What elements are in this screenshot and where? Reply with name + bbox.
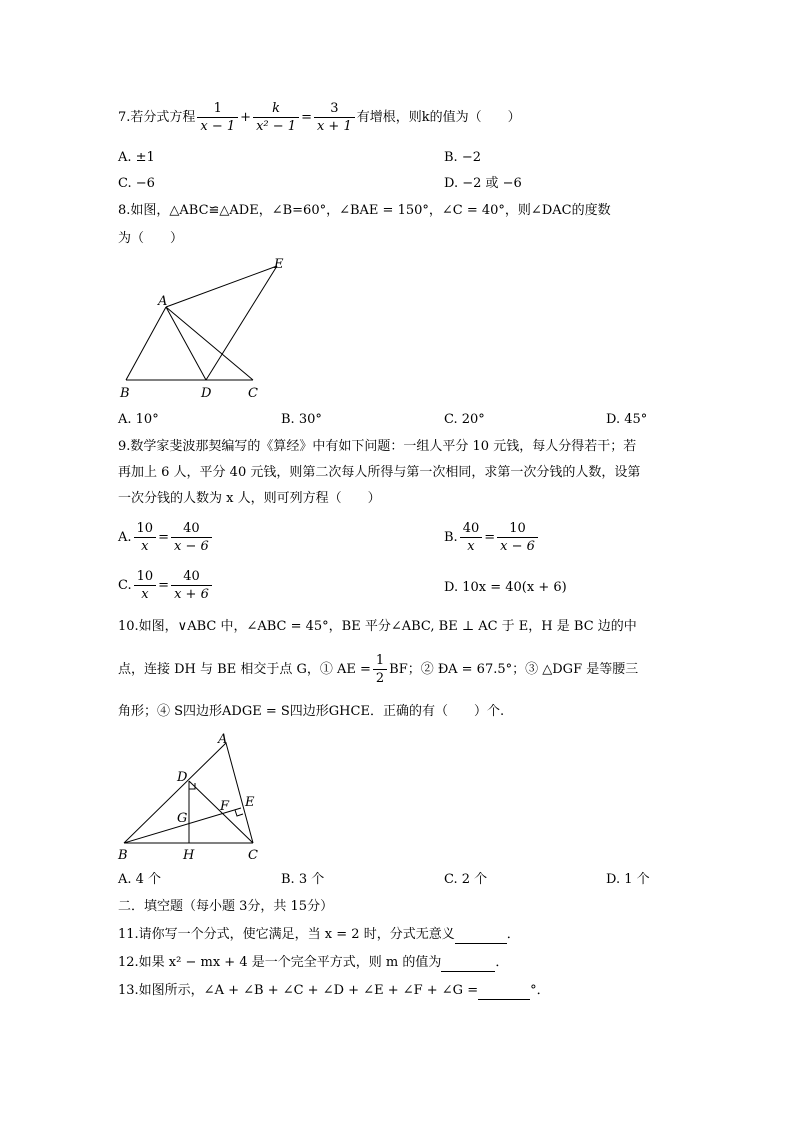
- q9-a-num2: 40: [171, 520, 212, 538]
- q11-line: [118, 927, 520, 944]
- q12-end: ．: [495, 955, 509, 970]
- q9-option-c[interactable]: [118, 568, 214, 603]
- q13-end: °．: [530, 983, 550, 998]
- q11-end: ．: [506, 927, 520, 942]
- q7-option-b[interactable]: B. −2: [444, 150, 481, 165]
- q12-text: 12.如果 x² − mx + 4 是一个完全平方式，则 m 的值为: [118, 955, 442, 970]
- q10-label-c: C: [248, 848, 258, 863]
- q9-b-den2: x − 6: [500, 539, 535, 554]
- q7-option-a[interactable]: A. ±1: [118, 150, 155, 165]
- q10-label-g: G: [177, 811, 188, 826]
- q10-fraction-half: [373, 652, 387, 687]
- q7-plus: +: [240, 110, 252, 125]
- q9-a-fraction-2: [171, 520, 212, 555]
- q8-figure: [110, 252, 310, 404]
- q8-label-c: C: [248, 386, 258, 401]
- q9-b-equals: =: [484, 530, 496, 545]
- q7-stem-prefix: 7.若分式方程: [118, 110, 196, 125]
- q9-stem-line2: 再加上 6 人，平分 40 元钱，则第二次每人所得与第一次相同，求第一次分钱的人数，设第: [118, 465, 641, 480]
- q10-label-f: F: [220, 799, 230, 814]
- q8-stem-line1: 8.如图，△ABC≌△ADE，∠B=60°，∠BAE = 150°，∠C = 40°，则∠DAC的度数: [118, 203, 611, 218]
- q8-option-c[interactable]: C. 20°: [444, 412, 485, 427]
- q9-b-num2: 10: [497, 520, 538, 538]
- q7-f1-denominator: x − 1: [200, 119, 236, 134]
- q10-half-denominator: 2: [375, 671, 385, 686]
- q8-segment-ab: [126, 307, 166, 380]
- q11-answer-blank[interactable]: [455, 927, 507, 944]
- q8-label-b: B: [120, 386, 130, 401]
- q9-c-fraction-1: [134, 568, 157, 603]
- q10-label-e: E: [245, 795, 255, 810]
- q7-fraction-1: [197, 100, 238, 135]
- q10-line2-part-b: BF；② ÐA = 67.5°；③ △DGF 是等腰三: [389, 662, 639, 677]
- q8-option-a[interactable]: A. 10°: [118, 412, 159, 427]
- q7-option-c[interactable]: C. −6: [118, 176, 155, 191]
- q12-line: [118, 955, 508, 972]
- q10-label-a: A: [218, 732, 228, 747]
- q8-label-e: E: [274, 257, 284, 272]
- q9-c-label: C.: [118, 578, 132, 593]
- q10-line2-part-a: 点，连接 DH 与 BE 相交于点 G，① AE =: [118, 662, 371, 677]
- q7-fraction-2: [253, 100, 299, 135]
- q8-stem-line2: 为（ ）: [118, 231, 184, 246]
- q10-stem-line3: 角形；④ S四边形ADGE = S四边形GHCE．正确的有（ ）个.: [118, 704, 505, 719]
- q7-fraction-3: [314, 100, 355, 135]
- q13-answer-blank[interactable]: [478, 983, 530, 1000]
- q8-segment-ae: [166, 266, 277, 307]
- q7-stem-suffix: 有增根，则k的值为（ ）: [356, 110, 521, 125]
- q9-b-den1: x: [467, 539, 475, 554]
- q10-option-a[interactable]: A. 4 个: [118, 872, 162, 887]
- q8-segment-de: [206, 266, 277, 380]
- q13-line: [118, 983, 550, 1000]
- q10-label-b: B: [118, 848, 128, 863]
- q9-b-fraction-1: [460, 520, 483, 555]
- q9-a-equals: =: [158, 530, 169, 545]
- q9-option-a[interactable]: [118, 520, 214, 555]
- q7-option-d[interactable]: D. −2 或 −6: [444, 176, 522, 191]
- q9-option-d[interactable]: D. 10x = 40(x + 6): [444, 580, 567, 595]
- q10-segment-ac: [226, 743, 253, 843]
- q10-right-angle-e: [235, 810, 243, 816]
- q10-option-c[interactable]: C. 2 个: [444, 872, 488, 887]
- q10-stem-line2: [118, 652, 638, 687]
- q13-text: 13.如图所示，∠A + ∠B + ∠C + ∠D + ∠E + ∠F + ∠G =: [118, 983, 479, 998]
- q7-f1-numerator: 1: [197, 100, 238, 118]
- q9-b-fraction-2: [497, 520, 538, 555]
- q8-segment-ad: [166, 307, 206, 380]
- q7-f2-numerator: k: [253, 100, 299, 118]
- q9-a-label: A.: [118, 530, 132, 545]
- q12-answer-blank[interactable]: [441, 955, 495, 972]
- section2-title: 二．填空题（每小题 3分，共 15分）: [118, 899, 334, 914]
- q9-c-num2: 40: [171, 568, 212, 586]
- q9-c-den2: x + 6: [174, 587, 209, 602]
- q7-stem: [118, 100, 521, 135]
- q9-c-den1: x: [141, 587, 149, 602]
- q7-equals: =: [301, 110, 312, 125]
- q9-c-fraction-2: [171, 568, 212, 603]
- q7-f3-numerator: 3: [314, 100, 355, 118]
- q9-stem-line1: 9.数学家斐波那契编写的《算经》中有如下问题：一组人平分 10 元钱，每人分得若干；若: [118, 439, 637, 454]
- q9-b-num1: 40: [460, 520, 483, 538]
- q9-a-den1: x: [141, 539, 149, 554]
- q11-text: 11.请你写一个分式，使它满足，当 x = 2 时，分式无意义: [118, 927, 455, 942]
- q9-c-equals: =: [158, 578, 170, 593]
- q10-stem-line1: 10.如图，∨ABC 中，∠ABC = 45°，BE 平分∠ABC, BE ⊥ AC 于 E，H 是 BC 边的中: [118, 619, 637, 634]
- q10-figure: [110, 728, 280, 868]
- q9-b-label: B.: [444, 530, 458, 545]
- q10-half-numerator: 1: [373, 652, 387, 670]
- q10-option-b[interactable]: B. 3 个: [281, 872, 325, 887]
- q9-option-b[interactable]: [444, 520, 540, 555]
- q8-option-b[interactable]: B. 30°: [281, 412, 322, 427]
- q8-segment-ac: [166, 307, 253, 380]
- q9-stem-line3: 一次分钱的人数为 x 人，则可列方程（ ）: [118, 491, 381, 506]
- q10-label-d: D: [177, 770, 188, 785]
- q9-c-num1: 10: [134, 568, 157, 586]
- q10-option-d[interactable]: D. 1 个: [606, 872, 650, 887]
- q8-label-a: A: [158, 294, 168, 309]
- q7-f3-denominator: x + 1: [316, 119, 352, 134]
- q9-a-fraction-1: [134, 520, 157, 555]
- q9-a-num1: 10: [134, 520, 157, 538]
- q9-a-den2: x − 6: [173, 539, 209, 554]
- q8-label-d: D: [201, 386, 212, 401]
- q10-label-h: H: [183, 848, 195, 863]
- q7-f2-denominator: x² − 1: [256, 119, 297, 134]
- q8-option-d[interactable]: D. 45°: [606, 412, 648, 427]
